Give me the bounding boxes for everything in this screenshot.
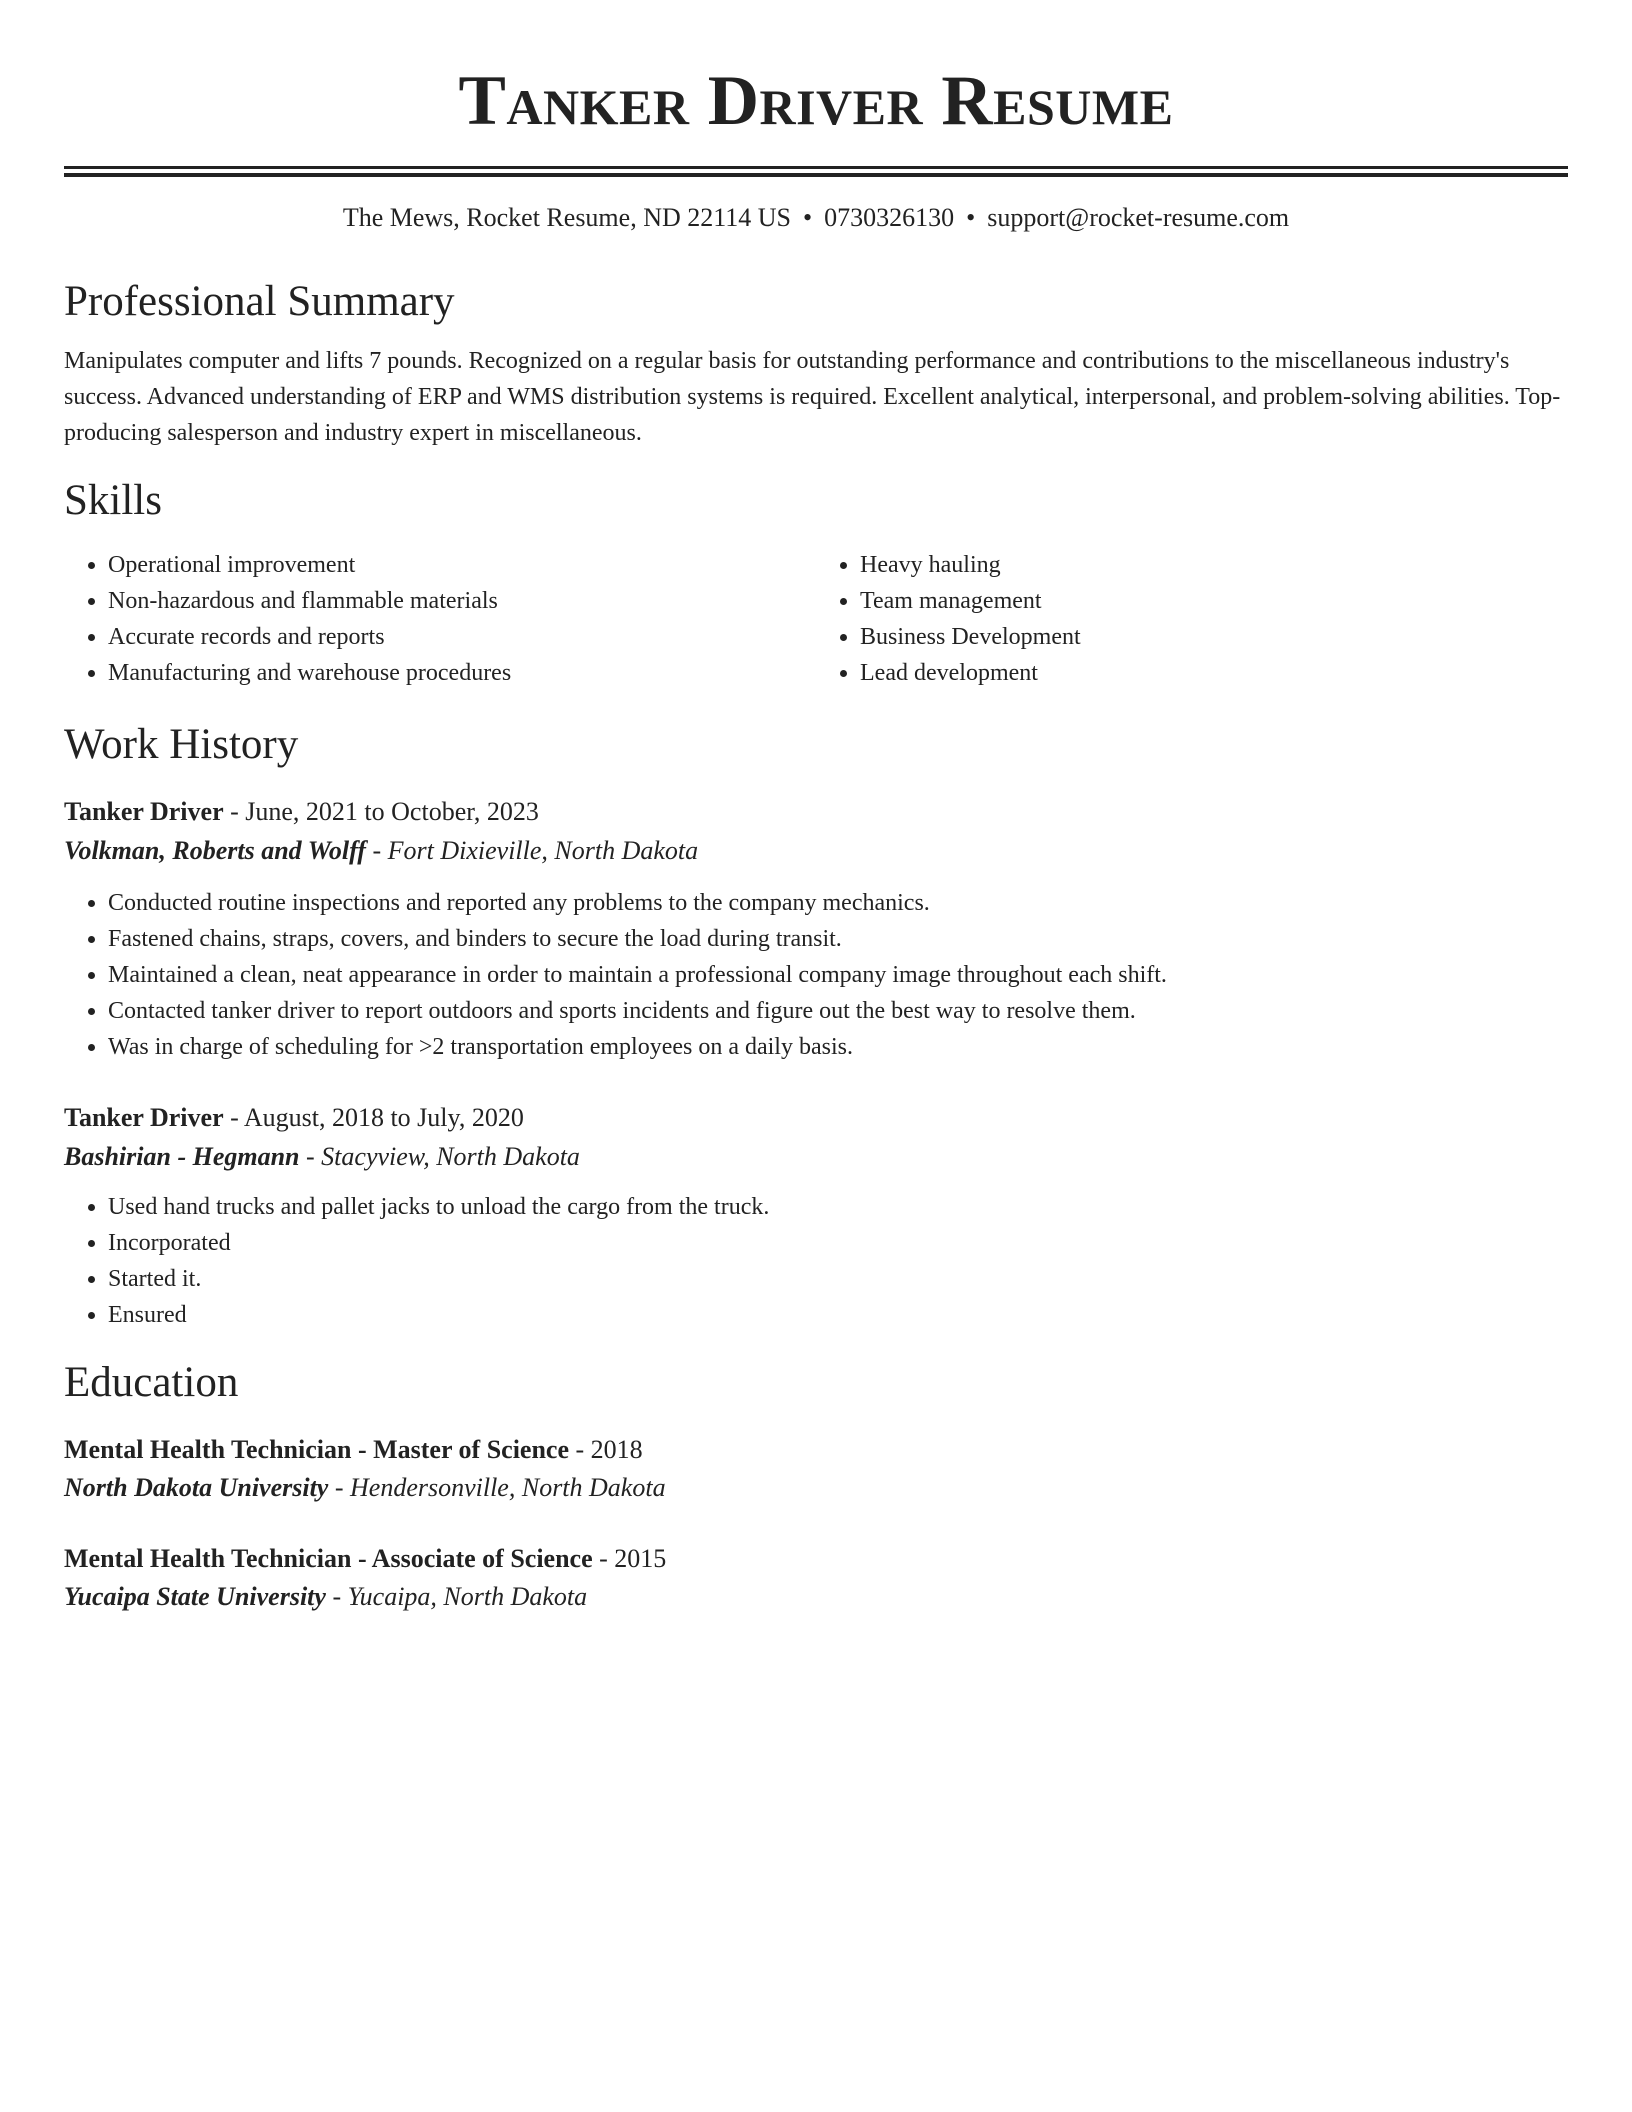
job-location: - Stacyview, North Dakota: [299, 1142, 580, 1171]
skills-list: [64, 547, 1568, 691]
education-year: - 2015: [592, 1544, 667, 1573]
skill-item: • Heavy hauling: [860, 547, 1568, 583]
job-entry: [64, 1099, 1568, 1333]
duty-item: • Started it.: [108, 1261, 1568, 1297]
contact-separator: •: [966, 203, 976, 232]
job-company-line: [64, 1137, 1568, 1177]
duty-item: • Incorporated: [108, 1225, 1568, 1261]
education-year: - 2018: [569, 1435, 643, 1464]
skill-item: • Non-hazardous and flammable materials: [108, 583, 816, 619]
duty-item: • Maintained a clean, neat appearance in order to maintain a professional company image throughout each shift.: [108, 957, 1568, 993]
skill-item: • Team management: [860, 583, 1568, 619]
skill-item: • Accurate records and reports: [108, 619, 816, 655]
job-dates: - June, 2021 to October, 2023: [223, 797, 539, 826]
job-duties: [64, 1189, 1568, 1333]
job-location: - Fort Dixieville, North Dakota: [365, 836, 699, 865]
summary-heading: Professional Summary: [64, 278, 455, 325]
duty-item: • Was in charge of scheduling for >2 transportation employees on a daily basis.: [108, 1029, 1568, 1065]
job-title-line: [64, 793, 1568, 831]
job-dates: - August, 2018 to July, 2020: [223, 1103, 524, 1132]
education-degree-line: [64, 1431, 1568, 1469]
duty-item: • Contacted tanker driver to report outdoors and sports incidents and figure out the best way to resolve them.: [108, 993, 1568, 1029]
contact-email: support@rocket-resume.com: [987, 203, 1290, 232]
job-company-line: [64, 831, 1568, 871]
education-heading: Education: [64, 1359, 239, 1406]
education-school: North Dakota University: [64, 1473, 329, 1502]
job-entry: [64, 793, 1568, 1065]
duty-item: • Ensured: [108, 1297, 1568, 1333]
duty-item: • Conducted routine inspections and reported any problems to the company mechanics.: [108, 885, 1568, 921]
job-title: Tanker Driver: [64, 1103, 224, 1132]
job-duties: [64, 885, 1568, 1065]
contact-phone: 0730326130: [824, 203, 955, 232]
education-degree: Mental Health Technician - Associate of Science: [64, 1544, 593, 1573]
contact-separator: •: [803, 203, 813, 232]
education-school: Yucaipa State University: [64, 1582, 326, 1611]
education-school-line: [64, 1578, 1568, 1616]
title-divider: [64, 166, 1568, 169]
education-degree-line: [64, 1540, 1568, 1578]
education-location: - Yucaipa, North Dakota: [325, 1582, 588, 1611]
skills-column-right: [816, 547, 1568, 691]
job-title-line: [64, 1099, 1568, 1137]
duty-item: • Used hand trucks and pallet jacks to unload the cargo from the truck.: [108, 1189, 1568, 1225]
education-entry: [64, 1431, 1568, 1507]
skill-item: • Manufacturing and warehouse procedures: [108, 655, 816, 691]
education-location: - Hendersonville, North Dakota: [328, 1473, 666, 1502]
summary-text: Manipulates computer and lifts 7 pounds. Recognized on a regular basis for outstanding performance and contributions to the miscellaneous industry's success. Advanced understanding of ERP and WMS distribution systems is required. Excellent analytical, interpersonal, and problem-solving abilities. Top-producing salesperson and industry expert in miscellaneous.: [64, 348, 1561, 446]
job-company: Bashirian - Hegmann: [64, 1142, 300, 1171]
education-entry: [64, 1540, 1568, 1616]
contact-line: [64, 202, 1568, 234]
contact-address: The Mews, Rocket Resume, ND 22114 US: [342, 203, 792, 232]
work-history-heading: Work History: [64, 721, 299, 768]
education-degree: Mental Health Technician - Master of Science: [64, 1435, 570, 1464]
duty-item: • Fastened chains, straps, covers, and binders to secure the load during transit.: [108, 921, 1568, 957]
job-company: Volkman, Roberts and Wolff: [64, 836, 366, 865]
skill-item: • Business Development: [860, 619, 1568, 655]
skill-item: • Lead development: [860, 655, 1568, 691]
skills-column-left: [64, 547, 816, 691]
education-school-line: [64, 1469, 1568, 1507]
resume-title: Tanker Driver Resume: [458, 62, 1174, 140]
skills-heading: Skills: [64, 477, 162, 524]
skill-item: • Operational improvement: [108, 547, 816, 583]
job-title: Tanker Driver: [64, 797, 224, 826]
